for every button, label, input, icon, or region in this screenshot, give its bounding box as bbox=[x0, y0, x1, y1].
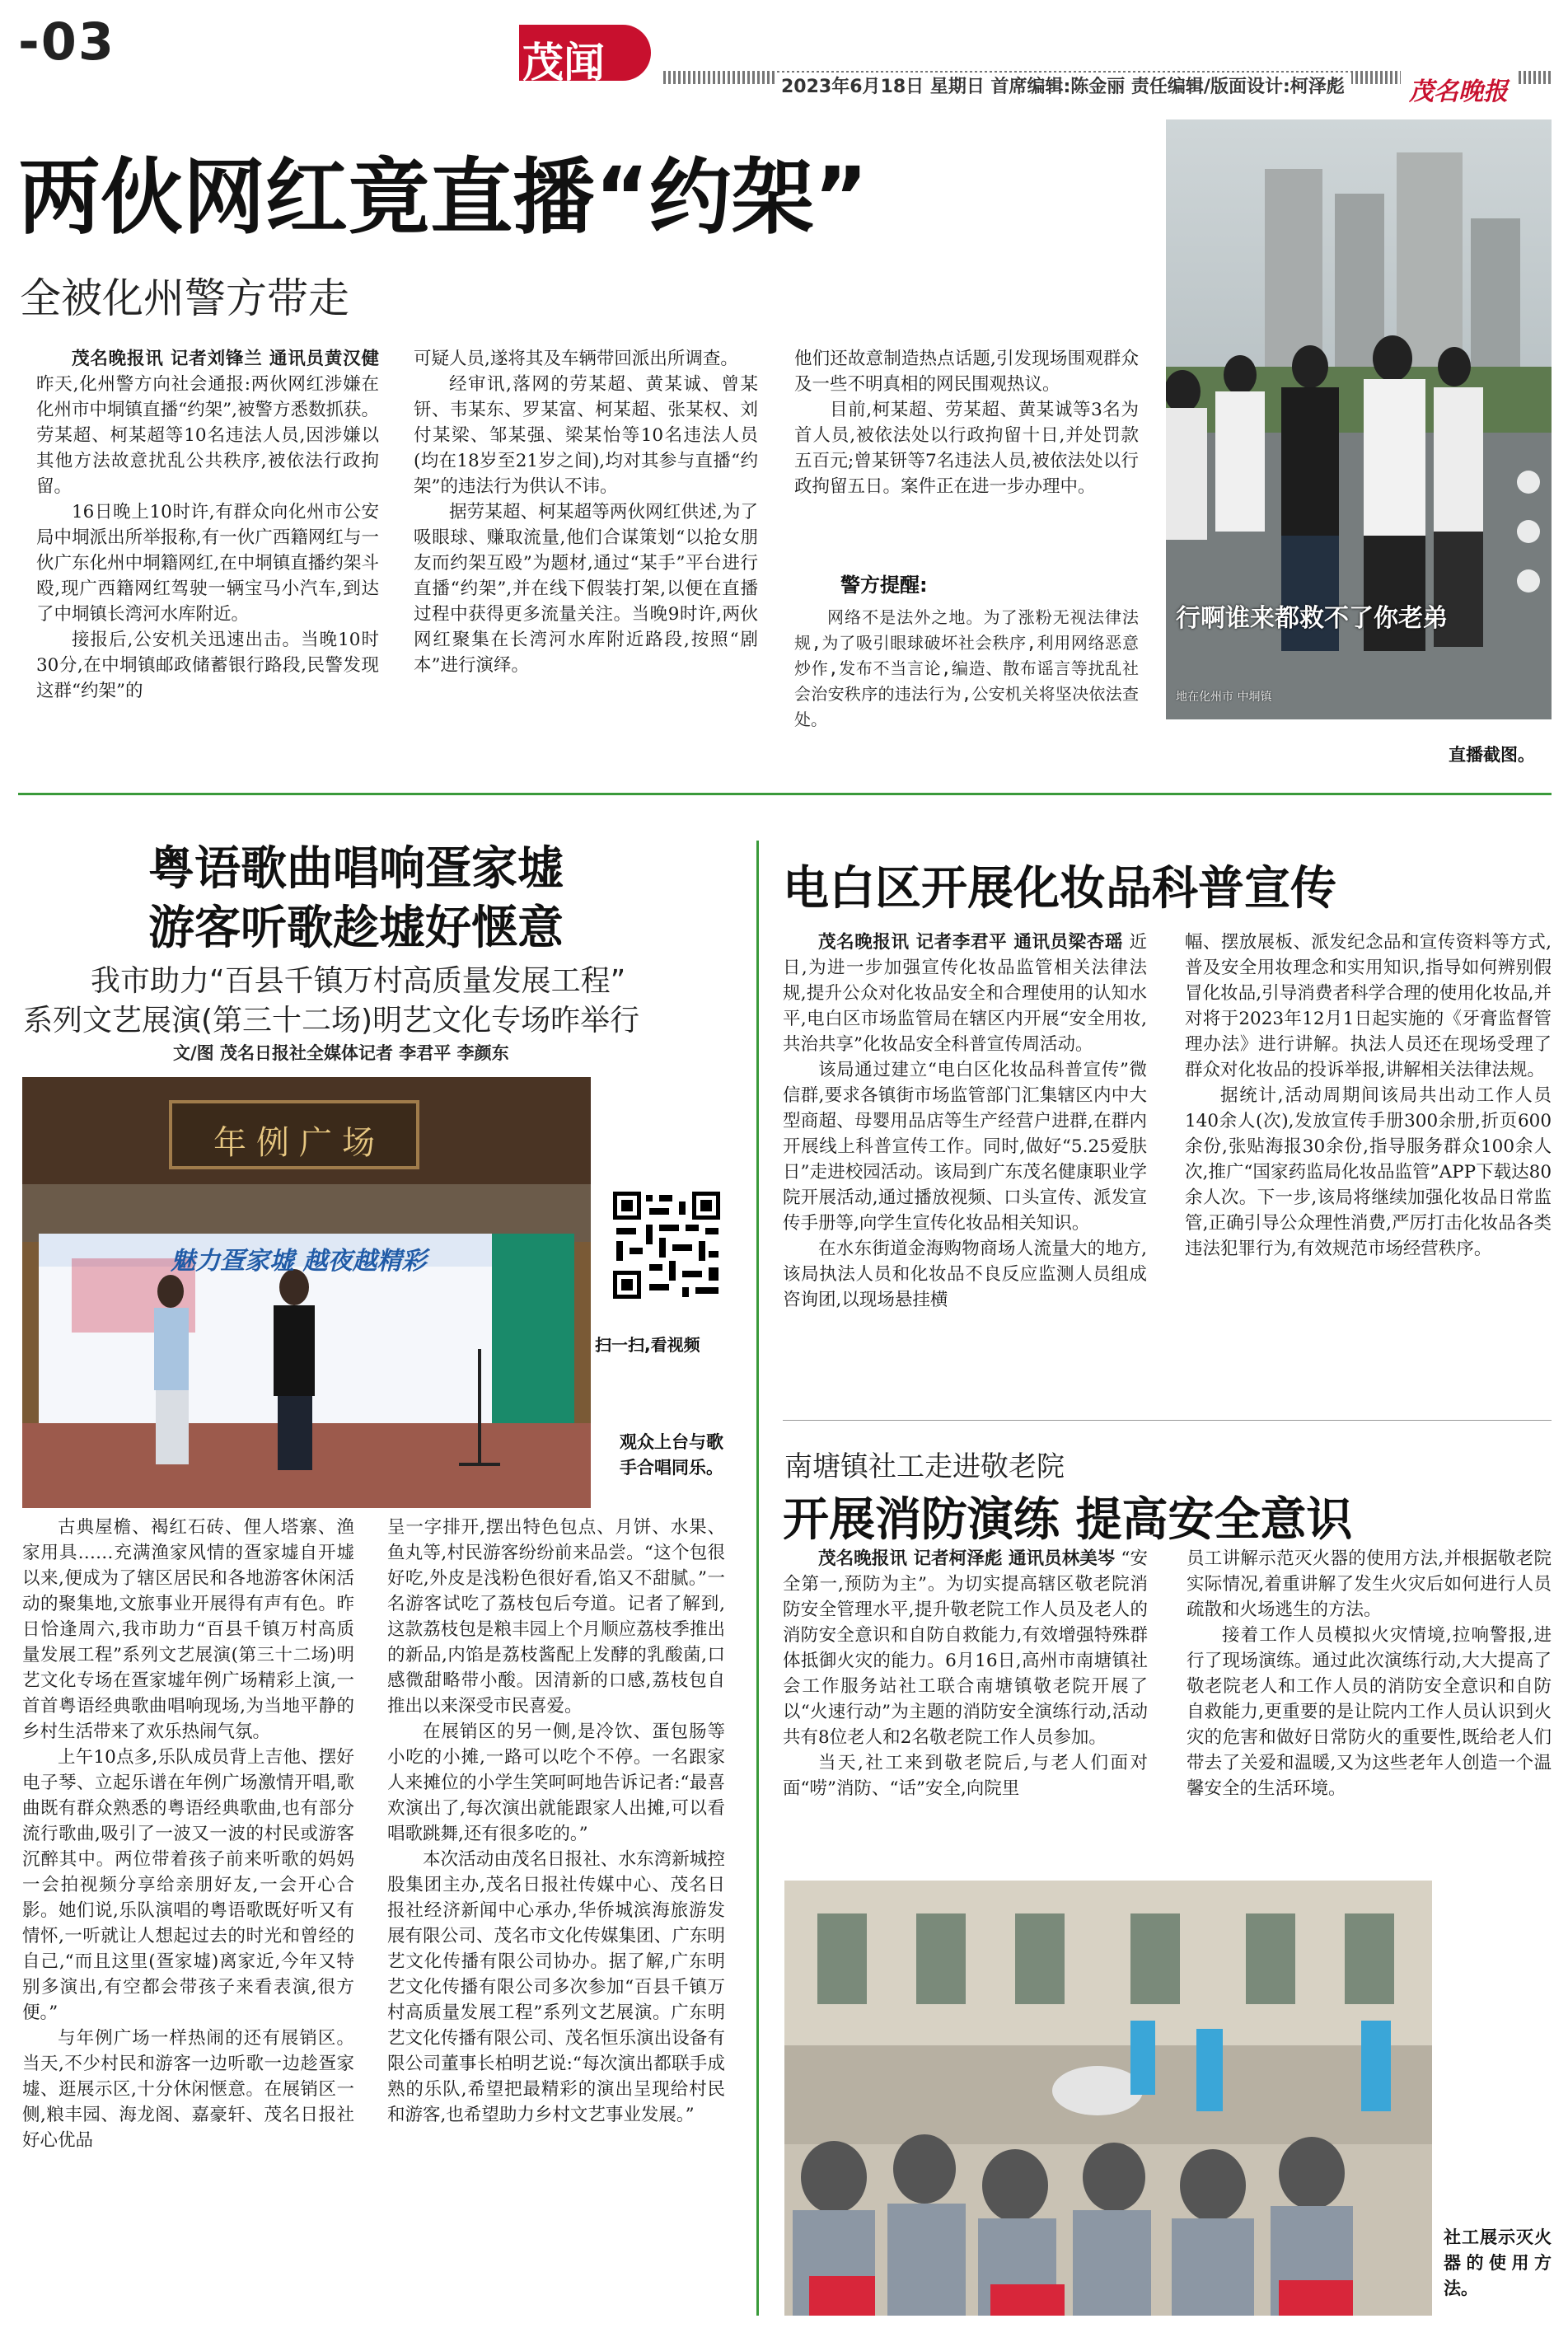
story1-photo-caption: 直播截图。 bbox=[1449, 745, 1535, 765]
paper-name: 茂名晚报 bbox=[1401, 71, 1516, 107]
livestream-overlay-text: 行啊谁来都救不了你老弟 bbox=[1176, 604, 1448, 633]
story2-p4: 呈一字排开,摆出特色包点、月饼、水果、鱼丸等,村民游客纷纷前来品尝。“这个包很好吃,外皮是浅粉色很好看,馅又不甜腻。”一名游客试吃了荔枝包后夸道。记者了解到,这款荔枝包是粮丰园上个月顺应荔枝季推出的新品,内馅是荔枝酱配上发酵的乳酸菌,口感微甜略带小酸。因清新的口感,荔枝包自推出以来深受市民喜爱。 bbox=[387, 1517, 725, 1717]
livestream-location: 地在化州市 中垌镇 bbox=[1176, 691, 1272, 704]
story4-column-1: 茂名晚报讯 记者柯泽彪 通讯员林美岑 “安全第一,预防为主”。为切实提高辖区敬老院消防安全管理水平,提升敬老院工作人员及老人的消防安全意识和自防自救能力,有效增强特殊群体抵御火灾的能力。6月16日,高州市南塘镇社会工作服务站社工联合南塘镇敬老院开展了以“火速行动”为主题的消防安全演练行动,活动共有8位老人和2名敬老院工作人员参加。 当天,社工来到敬老院后,与老人们面对面“唠”消防、“话”安全,向院里 bbox=[783, 1546, 1148, 1801]
livestream-screenshot bbox=[1166, 119, 1552, 719]
story4-photo-caption: 社工展示灭火器的使用方法。 bbox=[1444, 2227, 1552, 2298]
story1-column-3 bbox=[794, 346, 1139, 499]
story1-column-2 bbox=[414, 346, 758, 678]
story1-p7: 他们还故意制造热点话题,引发现场围观群众及一些不明真相的网民围观热议。 bbox=[794, 349, 1139, 395]
story4-p4: 接着工作人员模拟火灾情境,拉响警报,进行了现场演练。通过此次演练行动,大大提高了敬老院老人和工作人员的消防安全意识和自防自救能力,更重要的是让院内工作人员认识到火灾的危害和做好日常防火的重要性,既给老人们带去了关爱和温暖,又为这些老年人创造一个温馨安全的生活环境。 bbox=[1187, 1625, 1552, 1799]
story1-p3: 接报后,公安机关迅速出击。当晚10时30分,在中垌镇邮政储蓄银行路段,民警发现这群“约架”的 bbox=[36, 630, 379, 701]
story4-kicker: 南塘镇社工走进敬老院 bbox=[784, 1450, 1065, 1483]
divider-vertical bbox=[756, 841, 759, 2316]
story2-subhead-2: 系列文艺展演(第三十二场)明艺文化专场昨举行 bbox=[23, 1004, 640, 1038]
story2-subhead-1: 我市助力“百县千镇万村高质量发展工程” bbox=[91, 964, 626, 998]
story3-p1: 近日,为进一步加强宣传化妆品监管相关法律法规,提升公众对化妆品安全和合理使用的认知水平,电白区市场监管局在辖区内开展“安全用妆,共治共享”化妆品安全科普宣传周活动。 bbox=[783, 932, 1147, 1055]
story2-headline-1: 粤语歌曲唱响疍家墟 bbox=[148, 842, 564, 896]
story2-column-1 bbox=[22, 1515, 354, 2153]
story3-p4: 幅、摆放展板、派发纪念品和宣传资料等方式,普及安全用妆理念和实用知识,指导如何辨别假冒化妆品,引导消费者科学合理的使用化妆品,并对将于2023年12月1日起实施的《牙膏监督管理办法》进行讲解。执法人员还在现场受理了群众对化妆品的投诉举报,讲解相关法律法规。 bbox=[1185, 932, 1552, 1080]
story4-p3: 员工讲解示范灭火器的使用方法,并根据敬老院实际情况,着重讲解了发生火灾后如何进行人员疏散和火场逃生的方法。 bbox=[1187, 1548, 1552, 1620]
story4-headline: 开展消防演练 提高安全意识 bbox=[783, 1493, 1353, 1547]
fire-drill-scene bbox=[784, 1881, 1432, 2316]
qr-pattern bbox=[610, 1188, 723, 1302]
story1-p5: 经审讯,落网的劳某超、黄某诚、曾某钘、韦某东、罗某富、柯某超、张某权、刘付某梁、邹某强、梁某怡等10名违法人员(均在18岁至21岁之间),均对其参与直播“约架”的违法行为供认不讳。 bbox=[414, 374, 758, 497]
story3-column-2 bbox=[1185, 930, 1552, 1262]
fire-drill-photo bbox=[784, 1881, 1432, 2316]
story1-subhead: 全被化州警方带走 bbox=[20, 274, 349, 322]
story1-p8: 目前,柯某超、劳某超、黄某诚等3名为首人员,被依法处以行政拘留十日,并处罚款五百元;曾某钘等7名违法人员,被依法处以行政拘留五日。案件正在进一步办理中。 bbox=[794, 400, 1139, 497]
warning-text: 网络不是法外之地。为了涨粉无视法律法规,为了吸引眼球破坏社会秩序,利用网络恶意炒作,发布不当言论,编造、散布谣言等扰乱社会治安秩序的违法行为,公安机关将坚决依法查处。 bbox=[794, 607, 1139, 729]
story2-column-2 bbox=[387, 1515, 725, 2128]
story2-p5: 在展销区的另一侧,是冷饮、蛋包肠等小吃的小摊,一路可以吃个不停。一名跟家人来摊位的小学生笑呵呵地告诉记者:“最喜欢演出了,每次演出就能跟家人出摊,可以看唱歌跳舞,还有很多吃的。” bbox=[387, 1721, 725, 1844]
story2-p2: 上午10点多,乐队成员背上吉他、摆好电子琴、立起乐谱在年例广场激情开唱,歌曲既有群众熟悉的粤语经典歌曲,也有部分流行歌曲,吸引了一波又一波的村民或游客沉醉其中。两位带着孩子前来听歌的妈妈一会拍视频分享给亲朋好友,一会开心合影。她们说,乐队演唱的粤语歌既好听又有情怀,一听就让人想起过去的时光和曾经的自己,“而且这里(疍家墟)离家近,今年又特别多演出,有空都会带孩子来看表演,很方便。” bbox=[22, 1747, 354, 2023]
story3-column-1: 茂名晚报讯 记者李君平 通讯员梁杏瑶 近日,为进一步加强宣传化妆品监管相关法律法规,提升公众对化妆品安全和合理使用的认知水平,电白区市场监管局在辖区内开展“安全用妆,共治共享”化妆品安全科普宣传周活动。 该局通过建立“电白区化妆品科普宣传”微信群,要求各镇街市场监管部门汇集辖区内中大型商超、母婴用品店等生产经营户进群,在群内开展线上科普宣传工作。同时,做好“5.25爱肤日”走进校园活动。该局到广东茂名健康职业学院开展活动,通过播放视频、口头宣传、派发宣传手册等,向学生宣传化妆品相关知识。 在水东街道金海购物商场人流量大的地方,该局执法人员和化妆品不良反应监测人员组成咨询团,以现场悬挂横 bbox=[783, 930, 1147, 1313]
story2-headline-2: 游客听歌趁墟好惬意 bbox=[148, 902, 564, 955]
story2-p6: 本次活动由茂名日报社、水东湾新城控股集团主办,茂名日报社传媒中心、茂名日报社经济新闻中心承办,华侨城滨海旅游发展有限公司、茂名市文化传媒集团、广东明艺文化传播有限公司协办。据了解,广东明艺文化传播有限公司多次参加“百县千镇万村高质量发展工程”系列文艺展演。广东明艺文化传播有限公司、茂名恒乐演出设备有限公司董事长柏明艺说:“每次演出都联手成熟的乐队,希望把最精彩的演出呈现给村民和游客,也希望助力乡村文艺事业发展。” bbox=[387, 1849, 725, 2125]
warning-title: 警方提醒: bbox=[840, 574, 928, 597]
story2-photo-caption: 观众上台与歌手合唱同乐。 bbox=[620, 1432, 723, 1478]
story1-p6: 据劳某超、柯某超等两伙网红供述,为了吸眼球、赚取流量,他们合谋策划“以抢女朋友而约架互殴”为题材,通过“某手”平台进行直播“约架”,并在线下假装打架,以便在直播过程中获得更多流量关注。当晚9时许,两伙网红聚集在长湾河水库附近路段,按照“剧本”进行演绎。 bbox=[414, 502, 758, 676]
story3-p3: 在水东街道金海购物商场人流量大的地方,该局执法人员和化妆品不良反应监测人员组成咨询团,以现场悬挂横 bbox=[783, 1239, 1147, 1310]
story3-headline: 电白区开展化妆品科普宣传 bbox=[783, 862, 1336, 916]
story2-p3: 与年例广场一样热闹的还有展销区。当天,不少村民和游客一边听歌一边趁疍家墟、逛展示区,十分休闲惬意。在展销区一侧,粮丰园、海龙阁、嘉豪轩、茂名日报社好心优品 bbox=[22, 2028, 354, 2151]
story1-column-1: 茂名晚报讯 记者刘锋兰 通讯员黄汉健 昨天,化州警方向社会通报:两伙网红涉嫌在化州市中垌镇直播“约架”,被警方悉数抓获。劳某超、柯某超等10名违法人员,因涉嫌以其他方法故意扰乱公共秩序,被依法行政拘留。 16日晚上10时许,有群众向化州市公安局中垌派出所举报称,有一伙广西籍网红与一伙广东化州中垌籍网红,在中垌镇直播约架斗殴,现广西籍网红驾驶一辆宝马小汽车,到达了中垌镇长湾河水库附近。 接报后,公安机关迅速出击。当晚10时30分,在中垌镇邮政储蓄银行路段,民警发现这群“约架”的 bbox=[36, 346, 379, 704]
concert-photo bbox=[22, 1077, 591, 1508]
story3-p2: 该局通过建立“电白区化妆品科普宣传”微信群,要求各镇街市场监管部门汇集辖区内中大型商超、母婴用品店等生产经营户进群,在群内开展线上科普宣传工作。同时,做好“5.25爱肤日”走进校园活动。该局到广东茂名健康职业学院开展活动,通过播放视频、口头宣传、派发宣传手册等,向学生宣传化妆品相关知识。 bbox=[783, 1060, 1147, 1234]
story1-p1: 昨天,化州警方向社会通报:两伙网红涉嫌在化州市中垌镇直播“约架”,被警方悉数抓获。劳某超、柯某超等10名违法人员,因涉嫌以其他方法故意扰乱公共秩序,被依法行政拘留。 bbox=[36, 374, 379, 497]
story4-p1: “安全第一,预防为主”。为切实提高辖区敬老院消防安全管理水平,提升敬老院工作人员及老人的消防安全意识和自防自救能力,有效增强特殊群体抵御火灾的能力。6月16日,高州市南塘镇社会工作服务站社工联合南塘镇敬老院开展了以“火速行动”为主题的消防安全演练行动,活动共有8位老人和2名敬老院工作人员参加。 bbox=[783, 1548, 1148, 1748]
stage-sign: 年例广场 bbox=[213, 1124, 385, 1162]
header-info: 2023年6月18日 星期日 首席编辑:陈金丽 责任编辑/版面设计:柯泽彪 bbox=[775, 73, 1351, 98]
story4-p2: 当天,社工来到敬老院后,与老人们面对面“唠”消防、“话”安全,向院里 bbox=[783, 1753, 1148, 1799]
story2-byline: 文/图 茂名日报社全媒体记者 李君平 李颜东 bbox=[173, 1043, 509, 1063]
section-name: 茂闻 bbox=[522, 38, 605, 87]
story1-headline: 两伙网红竟直播“约架” bbox=[18, 149, 868, 246]
story2-p1: 古典屋檐、褐红石砖、俚人塔寨、渔家用具……充满渔家风情的疍家墟自开墟以来,便成为了辖区居民和各地游客休闲活动的聚集地,文旅事业开展得有声有色。昨日恰逢周六,我市助力“百县千镇万村高质量发展工程”系列文艺展演(第三十二场)明艺文化专场在疍家墟年例广场精彩上演,一首首粤语经典歌曲唱响现场,为当地平静的乡村生活带来了欢乐热闹气氛。 bbox=[22, 1517, 354, 1742]
qr-code[interactable] bbox=[610, 1188, 723, 1302]
story3-p5: 据统计,活动周期间该局共出动工作人员140余人(次),发放宣传手册300余册,折页600余份,张贴海报30余份,指导服务群众100余人次,推广“国家药监局化妆品监管”APP下载达80余人次。下一步,该局将继续加强化妆品日常监管,正确引导公众理性消费,严厉打击化妆品各类违法犯罪行为,有效规范市场经营秩序。 bbox=[1185, 1085, 1552, 1259]
divider-top bbox=[18, 793, 1552, 795]
qr-caption: 扫一扫,看视频 bbox=[595, 1335, 700, 1355]
divider-story3-4 bbox=[783, 1420, 1552, 1421]
story1-p4: 可疑人员,遂将其及车辆带回派出所调查。 bbox=[414, 349, 738, 369]
page-number: -03 bbox=[18, 12, 116, 72]
story4-column-2 bbox=[1187, 1546, 1552, 1801]
stage-banner: 魅力疍家墟 越夜越精彩 bbox=[171, 1247, 427, 1276]
story1-p2: 16日晚上10时许,有群众向化州市公安局中垌派出所举报称,有一伙广西籍网红与一伙广东化州中垌籍网红,在中垌镇直播约架斗殴,现广西籍网红驾驶一辆宝马小汽车,到达了中垌镇长湾河水库附近。 bbox=[36, 502, 379, 625]
